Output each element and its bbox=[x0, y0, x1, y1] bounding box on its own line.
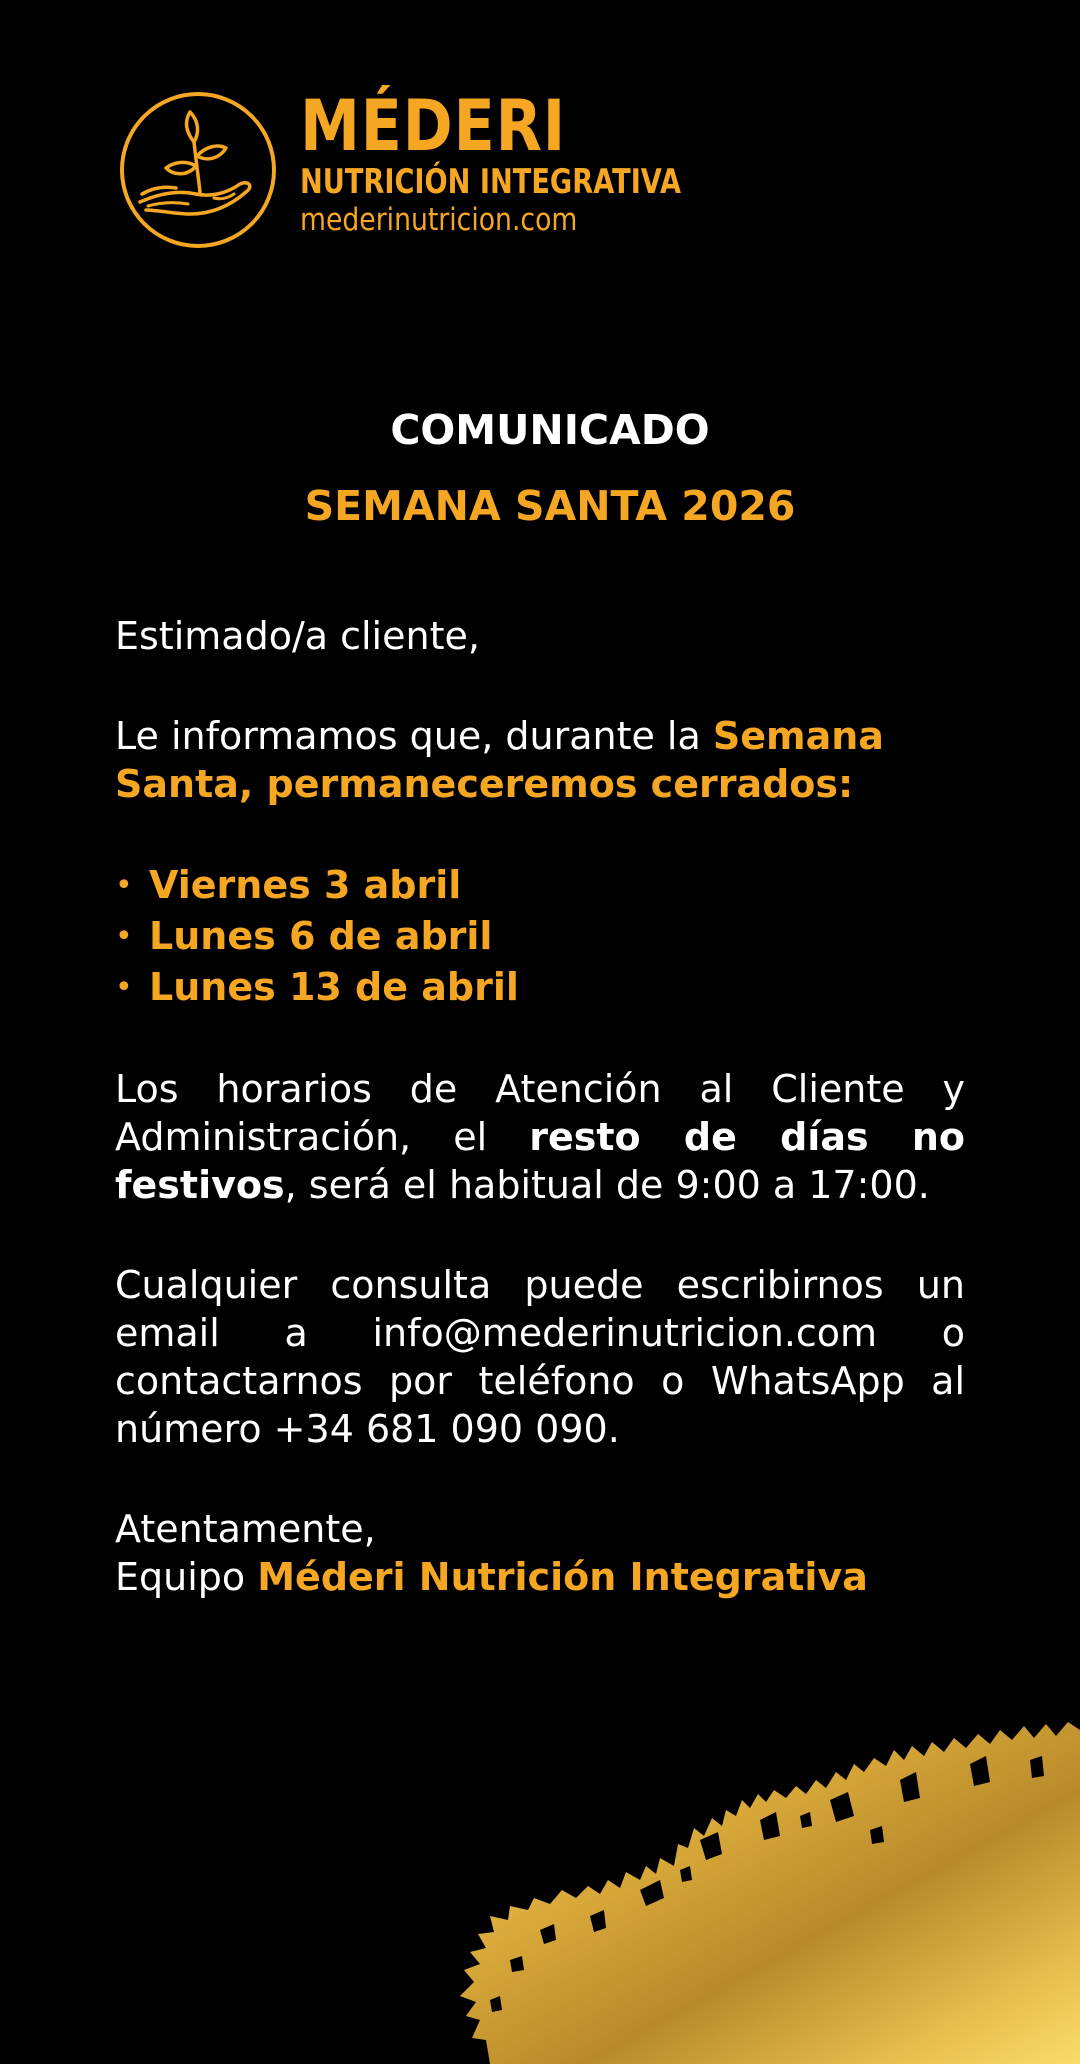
intro-highlight: Semana Santa, permaneceremos cerrados: bbox=[115, 714, 884, 806]
closed-day: Viernes 3 abril bbox=[149, 863, 462, 907]
list-item bbox=[115, 860, 965, 911]
signature bbox=[115, 1553, 965, 1601]
brand-name: MÉDERI bbox=[300, 85, 567, 167]
closed-day: Lunes 13 de abril bbox=[149, 965, 519, 1009]
greeting: Estimado/a cliente, bbox=[115, 614, 480, 658]
intro-paragraph bbox=[115, 712, 965, 808]
intro-text: Le informamos que, durante la bbox=[115, 714, 713, 758]
list-item bbox=[115, 962, 965, 1013]
closing: Atentamente, bbox=[115, 1507, 376, 1551]
brand-url[interactable]: mederinutricion.com bbox=[300, 202, 578, 238]
notice-heading bbox=[0, 400, 1080, 536]
hours-paragraph bbox=[115, 1065, 965, 1209]
gold-splash-decoration bbox=[450, 1720, 1080, 2064]
hours-text-end: , será el habitual de 9:00 a 17:00. bbox=[284, 1163, 930, 1207]
hours-bold: resto de días no festivos bbox=[115, 1115, 965, 1207]
bullet-icon: • bbox=[115, 868, 133, 903]
signature-prefix: Equipo bbox=[115, 1555, 258, 1599]
closed-day: Lunes 6 de abril bbox=[149, 914, 493, 958]
list-item bbox=[115, 911, 965, 962]
notice-subtitle: SEMANA SANTA 2026 bbox=[304, 482, 796, 530]
closed-days-list bbox=[115, 860, 965, 1013]
notice-title: COMUNICADO bbox=[390, 406, 710, 454]
hours-text-start: Los horarios de Atención al Cliente y Administración, el bbox=[115, 1067, 965, 1159]
notice-body bbox=[115, 612, 965, 1601]
contact-paragraph: Cualquier consulta puede escribirnos un email a info@mederinutricion.com o contactarnos por teléfono o WhatsApp al número +34 681 090 090. bbox=[115, 1263, 965, 1451]
bullet-icon: • bbox=[115, 919, 133, 954]
signature-highlight: Méderi Nutrición Integrativa bbox=[257, 1555, 868, 1599]
brand-text bbox=[300, 85, 776, 238]
brand-tagline: NUTRICIÓN INTEGRATIVA bbox=[300, 162, 682, 202]
brand-logo bbox=[118, 85, 758, 260]
leaf-hand-icon bbox=[118, 90, 278, 250]
bullet-icon: • bbox=[115, 970, 133, 1005]
